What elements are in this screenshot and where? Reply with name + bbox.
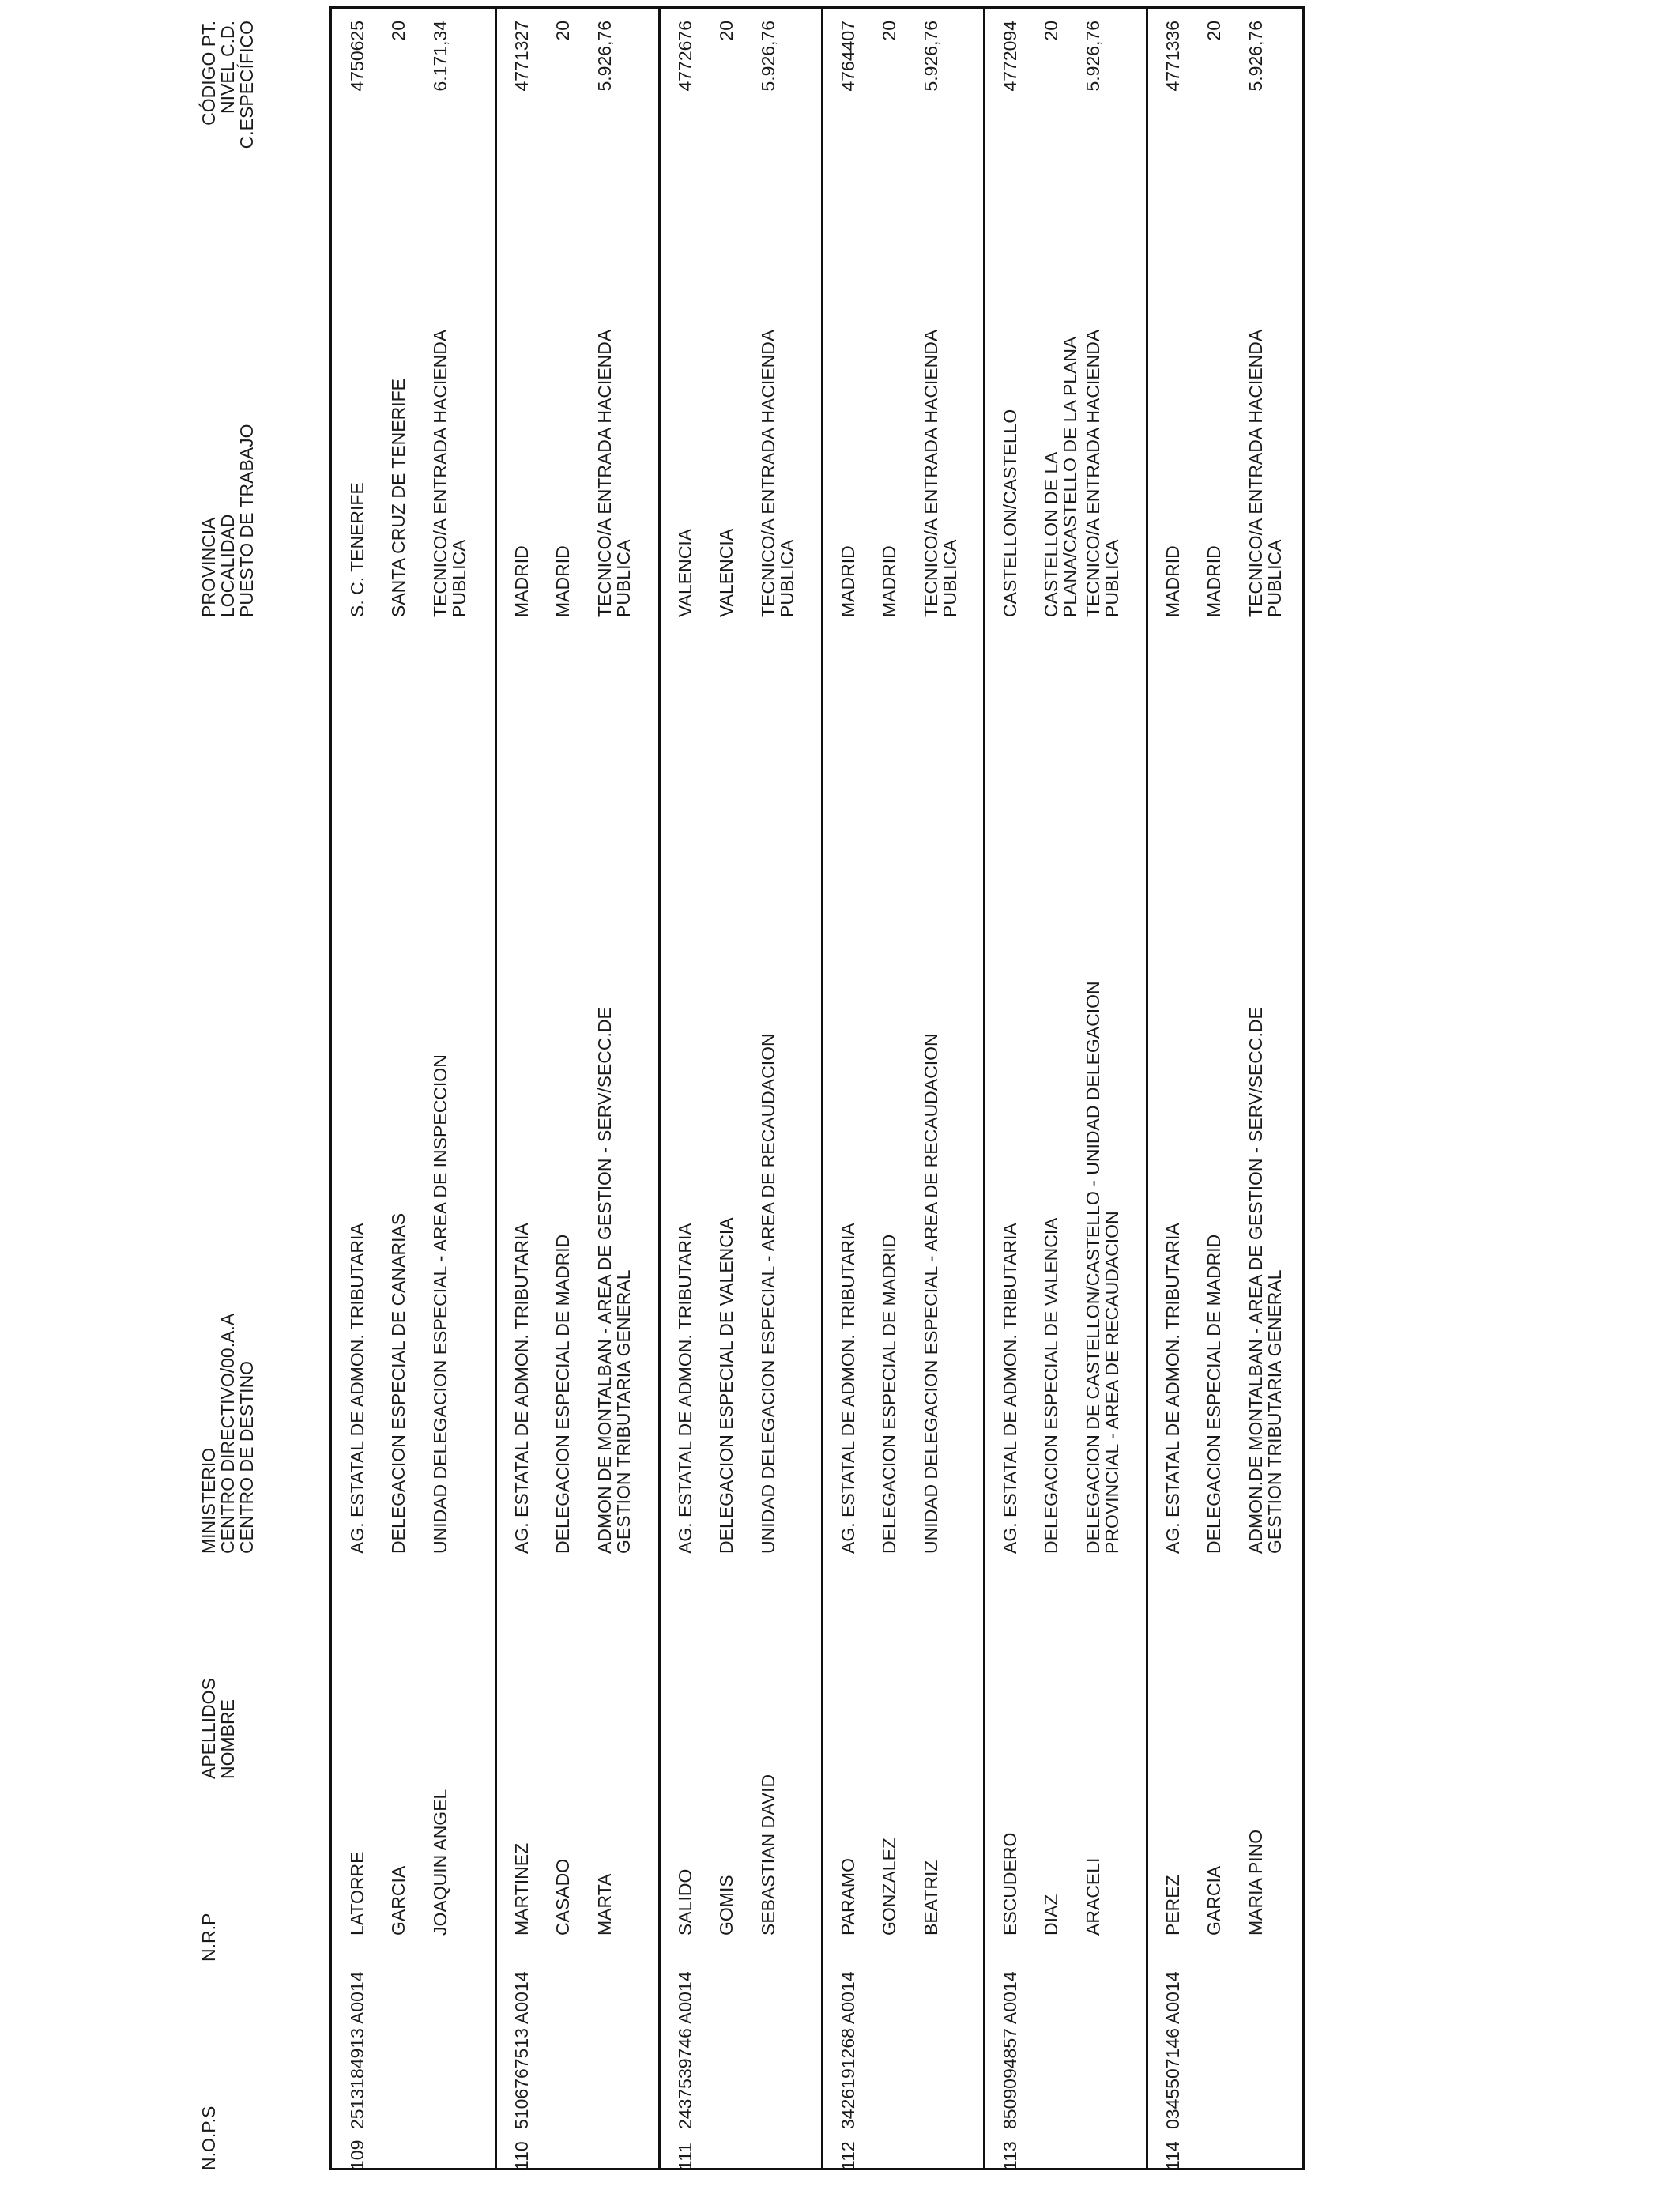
second-surname: GARCIA <box>388 1865 409 1936</box>
nrp-code: 5106767513 A0014 <box>511 1971 532 2129</box>
second-surname: GONZALEZ <box>879 1838 899 1936</box>
centro-destino-text: ADMON.DE MONTALBAN - AREA DE GESTION - SERV/SECC.DE GESTION TRIBUTARIA GENERAL <box>1245 1007 1285 1554</box>
codigo-pt-value: 4764407 <box>838 21 858 92</box>
first-surname: SALIDO <box>675 1868 695 1936</box>
complemento-especifico-value: 6.171,34 <box>430 21 450 92</box>
centro-directivo-text: DELEGACION ESPECIAL DE MADRID <box>879 1234 899 1554</box>
codigo-pt-value: 4750625 <box>347 21 367 92</box>
second-surname: CASADO <box>552 1858 573 1936</box>
nivel-cd-value: 20 <box>879 21 899 41</box>
given-name: ARACELI <box>1083 1857 1103 1936</box>
centro-directivo-text: DELEGACION ESPECIAL DE MADRID <box>1203 1234 1224 1554</box>
localidad-text: MADRID <box>1203 545 1224 617</box>
first-surname: MARTINEZ <box>511 1842 532 1936</box>
complemento-especifico-value: 5.926,76 <box>594 21 615 92</box>
nivel-cd-value: 20 <box>1041 21 1061 41</box>
nops-number: 109 <box>347 2139 367 2170</box>
first-surname: LATORRE <box>347 1851 367 1936</box>
row-divider <box>1146 6 1148 2170</box>
nrp-code: 8509094857 A0014 <box>1000 1971 1020 2129</box>
row-divider <box>658 6 661 2170</box>
ministerio-text: AG. ESTATAL DE ADMON. TRIBUTARIA <box>838 1223 858 1554</box>
given-name: JOAQUIN ANGEL <box>430 1789 450 1936</box>
ministerio-text: AG. ESTATAL DE ADMON. TRIBUTARIA <box>1000 1223 1020 1554</box>
nivel-cd-value: 20 <box>716 21 736 41</box>
provincia-text: S. C. TENERIFE <box>347 482 367 617</box>
ministerio-text: AG. ESTATAL DE ADMON. TRIBUTARIA <box>347 1223 367 1554</box>
nrp-code: 0345507146 A0014 <box>1162 1971 1183 2129</box>
codigo-pt-value: 4772676 <box>675 21 695 92</box>
given-name: BEATRIZ <box>921 1860 941 1936</box>
row-divider <box>983 6 985 2170</box>
provincia-text: MADRID <box>838 545 858 617</box>
header-nrp: N.R.P <box>198 1913 219 1962</box>
header-apellidos-nombre: APELLIDOS NOMBRE <box>198 1678 238 1779</box>
nops-number: 110 <box>511 2141 532 2170</box>
first-surname: PARAMO <box>838 1858 858 1936</box>
first-surname: ESCUDERO <box>1000 1832 1020 1936</box>
centro-destino-text: UNIDAD DELEGACION ESPECIAL - AREA DE RECAUDACION <box>921 1033 941 1554</box>
complemento-especifico-value: 5.926,76 <box>1245 21 1266 92</box>
nivel-cd-value: 20 <box>388 21 409 41</box>
puesto-trabajo-text: TECNICO/A ENTRADA HACIENDA PUBLICA <box>758 330 797 617</box>
second-surname: DIAZ <box>1041 1894 1061 1936</box>
first-surname: PEREZ <box>1162 1875 1183 1936</box>
centro-directivo-text: DELEGACION ESPECIAL DE CANARIAS <box>388 1212 409 1554</box>
nops-number: 112 <box>838 2141 858 2170</box>
nivel-cd-value: 20 <box>1203 21 1224 41</box>
given-name: MARIA PINO <box>1245 1829 1266 1936</box>
row-divider <box>821 6 823 2170</box>
centro-destino-text: ADMON DE MONTALBAN - AREA DE GESTION - SERV/SECC.DE GESTION TRIBUTARIA GENERAL <box>594 1007 634 1554</box>
complemento-especifico-value: 5.926,76 <box>1083 21 1103 92</box>
nrp-code: 3426191268 A0014 <box>838 1971 858 2129</box>
table-frame <box>329 6 1305 2170</box>
nrp-code: 2513184913 A0014 <box>347 1971 367 2129</box>
localidad-text: MADRID <box>879 545 899 617</box>
codigo-pt-value: 4771327 <box>511 21 532 92</box>
centro-directivo-text: DELEGACION ESPECIAL DE VALENCIA <box>716 1217 736 1554</box>
second-surname: GARCIA <box>1203 1865 1224 1936</box>
second-surname: GOMIS <box>716 1875 736 1936</box>
puesto-trabajo-text: TECNICO/A ENTRADA HACIENDA PUBLICA <box>921 330 960 617</box>
centro-destino-text: DELEGACION DE CASTELLON/CASTELLO - UNIDAD DELEGACION PROVINCIAL - AREA DE RECAUDACION <box>1083 981 1122 1554</box>
header-nops: N.O.P.S <box>198 2105 219 2170</box>
complemento-especifico-value: 5.926,76 <box>758 21 778 92</box>
codigo-pt-value: 4772094 <box>1000 21 1020 92</box>
complemento-especifico-value: 5.926,76 <box>921 21 941 92</box>
localidad-text: CASTELLON DE LA PLANA/CASTELLO DE LA PLANA <box>1041 336 1080 617</box>
given-name: MARTA <box>594 1873 615 1936</box>
ministerio-text: AG. ESTATAL DE ADMON. TRIBUTARIA <box>511 1223 532 1554</box>
provincia-text: MADRID <box>511 545 532 617</box>
nops-number: 113 <box>1000 2141 1020 2170</box>
provincia-text: VALENCIA <box>675 528 695 617</box>
nops-number: 111 <box>675 2143 695 2170</box>
localidad-text: VALENCIA <box>716 528 736 617</box>
puesto-trabajo-text: TECNICO/A ENTRADA HACIENDA PUBLICA <box>430 330 469 617</box>
provincia-text: MADRID <box>1162 545 1183 617</box>
header-codigo-nivel-especifico: CÓDIGO PT. NIVEL C.D. C.ESPECÍFICO <box>198 21 257 149</box>
localidad-text: MADRID <box>552 545 573 617</box>
header-provincia-localidad-puesto: PROVINCIA LOCALIDAD PUESTO DE TRABAJO <box>198 424 257 617</box>
row-divider <box>495 6 497 2170</box>
puesto-trabajo-text: TECNICO/A ENTRADA HACIENDA PUBLICA <box>594 330 634 617</box>
centro-directivo-text: DELEGACION ESPECIAL DE MADRID <box>552 1234 573 1554</box>
puesto-trabajo-text: TECNICO/A ENTRADA HACIENDA PUBLICA <box>1245 330 1285 617</box>
given-name: SEBASTIAN DAVID <box>758 1774 778 1936</box>
ministerio-text: AG. ESTATAL DE ADMON. TRIBUTARIA <box>675 1223 695 1554</box>
localidad-text: SANTA CRUZ DE TENERIFE <box>388 378 409 617</box>
nivel-cd-value: 20 <box>552 21 573 41</box>
codigo-pt-value: 4771336 <box>1162 21 1183 92</box>
ministerio-text: AG. ESTATAL DE ADMON. TRIBUTARIA <box>1162 1223 1183 1554</box>
nrp-code: 2437539746 A0014 <box>675 1971 695 2129</box>
centro-directivo-text: DELEGACION ESPECIAL DE VALENCIA <box>1041 1217 1061 1554</box>
centro-destino-text: UNIDAD DELEGACION ESPECIAL - AREA DE RECAUDACION <box>758 1033 778 1554</box>
provincia-text: CASTELLON/CASTELLO <box>1000 409 1020 617</box>
centro-destino-text: UNIDAD DELEGACION ESPECIAL - AREA DE INSPECCION <box>430 1054 450 1554</box>
nops-number: 114 <box>1162 2141 1183 2170</box>
puesto-trabajo-text: TECNICO/A ENTRADA HACIENDA PUBLICA <box>1083 330 1122 617</box>
header-ministerio-centro: MINISTERIO CENTRO DIRECTIVO/00.A.A CENTRO DE DESTINO <box>198 1313 257 1554</box>
